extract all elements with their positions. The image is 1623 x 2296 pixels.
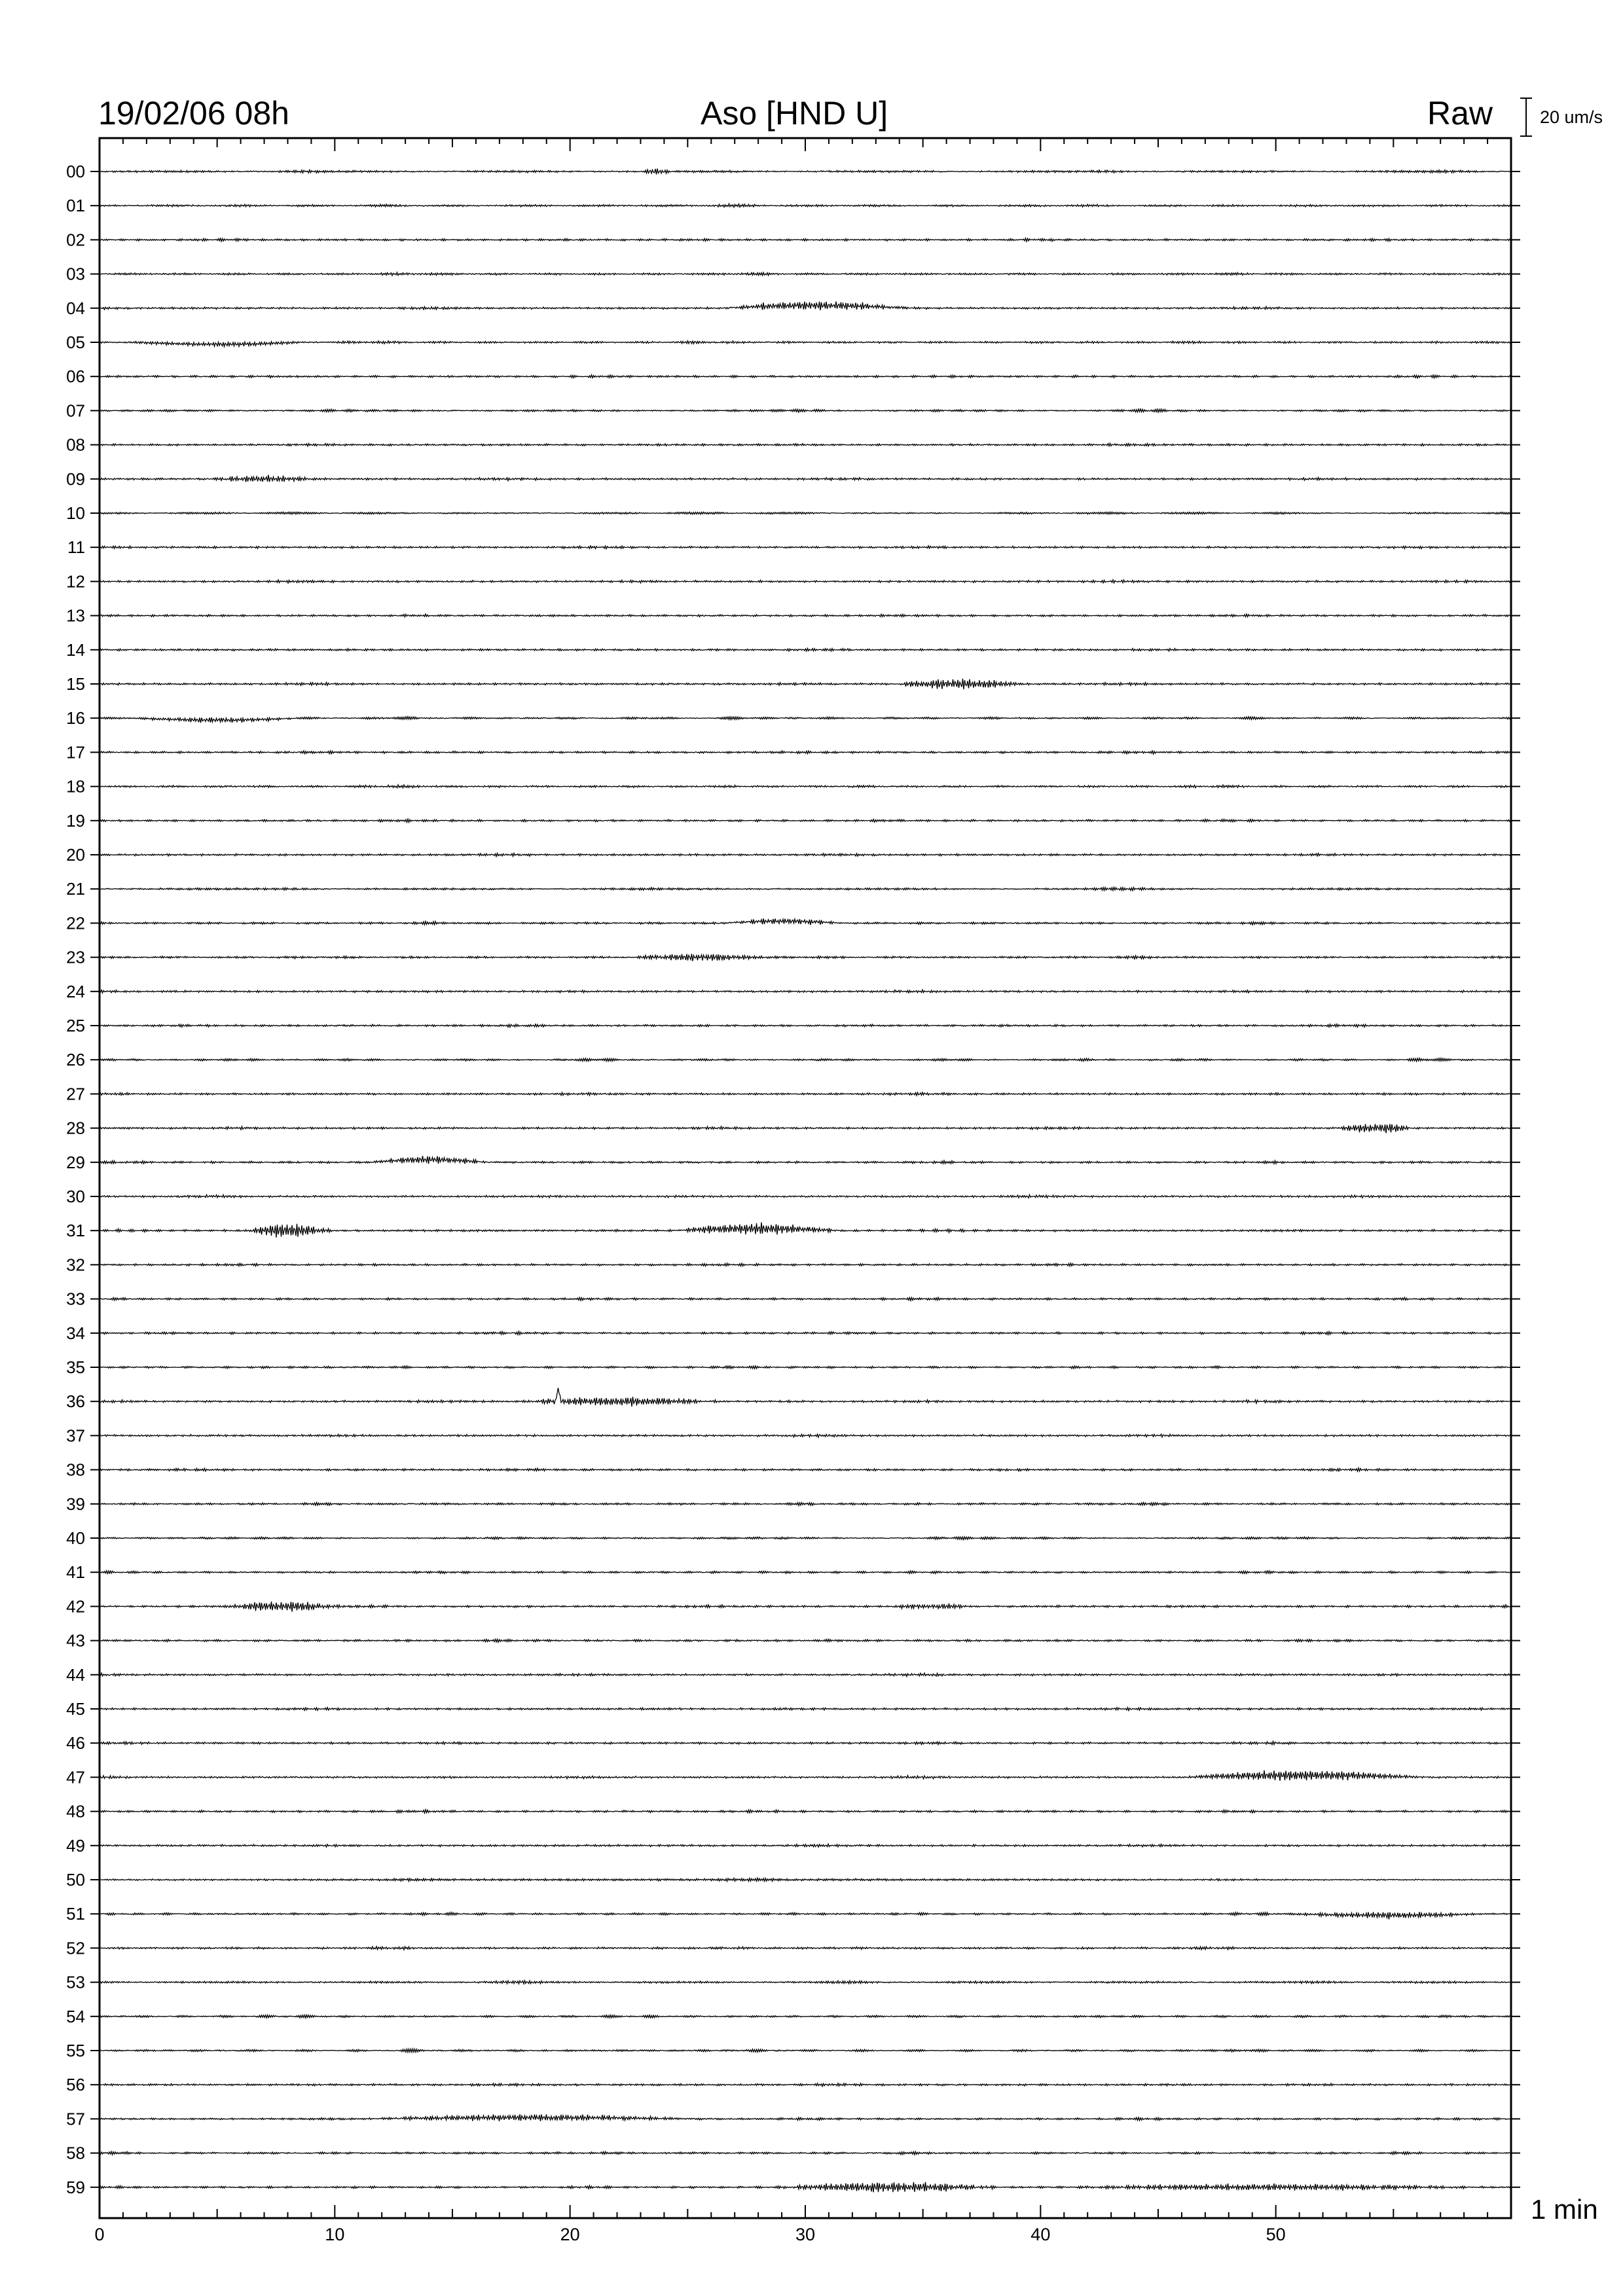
row-label: 15 [66, 674, 85, 694]
mode-label: Raw [1427, 95, 1493, 132]
trace-43 [100, 1639, 1511, 1642]
trace-52 [100, 1946, 1511, 1950]
trace-19 [100, 819, 1511, 822]
row-label: 40 [66, 1528, 85, 1548]
row-label: 28 [66, 1118, 85, 1138]
row-label: 21 [66, 879, 85, 899]
trace-45 [100, 1708, 1511, 1711]
trace-27 [100, 1092, 1511, 1096]
trace-33 [100, 1297, 1511, 1300]
trace-50 [100, 1878, 1511, 1881]
trace-30 [100, 1194, 1511, 1198]
trace-17 [100, 751, 1511, 754]
row-label: 12 [66, 571, 85, 592]
row-label: 00 [66, 162, 85, 181]
row-label: 20 [66, 845, 85, 865]
row-label: 44 [66, 1664, 85, 1685]
trace-23 [100, 954, 1511, 961]
row-label: 08 [66, 435, 85, 455]
trace-22 [100, 918, 1511, 925]
row-label: 03 [66, 264, 85, 284]
trace-34 [100, 1331, 1511, 1335]
row-label: 58 [66, 2143, 85, 2163]
plot-frame [100, 138, 1511, 2218]
trace-25 [100, 1024, 1511, 1028]
trace-55 [100, 2049, 1511, 2052]
trace-38 [100, 1468, 1511, 1471]
trace-40 [100, 1537, 1511, 1540]
trace-42 [100, 1602, 1511, 1612]
row-label: 19 [66, 810, 85, 831]
trace-39 [100, 1503, 1511, 1506]
trace-28 [100, 1124, 1511, 1133]
row-label: 23 [66, 947, 85, 967]
trace-02 [100, 238, 1511, 242]
row-label: 45 [66, 1699, 85, 1719]
row-label: 48 [66, 1801, 85, 1821]
row-label: 18 [66, 776, 85, 797]
row-label: 42 [66, 1596, 85, 1617]
trace-53 [100, 1981, 1511, 1984]
row-label: 39 [66, 1494, 85, 1514]
row-label: 46 [66, 1733, 85, 1753]
trace-58 [100, 2151, 1511, 2155]
row-label: 53 [66, 1972, 85, 1992]
row-label: 17 [66, 742, 85, 762]
row-label: 56 [66, 2075, 85, 2095]
trace-29 [100, 1156, 1511, 1164]
trace-10 [100, 512, 1511, 514]
trace-24 [100, 990, 1511, 993]
trace-15 [100, 679, 1511, 689]
row-label: 10 [66, 503, 85, 523]
trace-20 [100, 853, 1511, 857]
row-label: 43 [66, 1630, 85, 1651]
row-label: 32 [66, 1255, 85, 1275]
x-tick-label: 30 [795, 2225, 816, 2244]
trace-59 [100, 2182, 1511, 2193]
row-label: 14 [66, 639, 85, 660]
trace-44 [100, 1673, 1511, 1676]
row-label: 52 [66, 1938, 85, 1958]
row-label: 25 [66, 1016, 85, 1035]
x-tick-label: 10 [325, 2225, 345, 2244]
trace-06 [100, 375, 1511, 378]
row-label: 35 [66, 1357, 85, 1377]
row-label: 31 [66, 1221, 85, 1241]
trace-21 [100, 888, 1511, 891]
row-label: 05 [66, 332, 85, 352]
row-label: 16 [66, 708, 85, 728]
trace-12 [100, 580, 1511, 583]
row-label: 51 [66, 1904, 85, 1924]
row-label: 27 [66, 1084, 85, 1104]
trace-56 [100, 2083, 1511, 2087]
row-label: 41 [66, 1562, 85, 1583]
row-label: 26 [66, 1050, 85, 1070]
station-title: Aso [HND U] [701, 95, 888, 132]
row-label: 37 [66, 1426, 85, 1446]
trace-08 [100, 443, 1511, 446]
row-label: 50 [66, 1870, 85, 1890]
trace-03 [100, 272, 1511, 276]
row-label: 13 [66, 605, 85, 626]
trace-48 [100, 1810, 1511, 1813]
trace-54 [100, 2015, 1511, 2018]
trace-04 [100, 302, 1511, 310]
trace-09 [100, 475, 1511, 482]
trace-05 [100, 341, 1511, 347]
trace-07 [100, 409, 1511, 412]
trace-14 [100, 649, 1511, 651]
row-label: 57 [66, 2109, 85, 2129]
row-label: 30 [66, 1187, 85, 1206]
trace-37 [100, 1434, 1511, 1437]
row-label: 22 [66, 913, 85, 933]
row-label: 47 [66, 1767, 85, 1787]
x-tick-label: 20 [560, 2225, 580, 2244]
row-label: 06 [66, 367, 85, 387]
trace-18 [100, 785, 1511, 788]
trace-36 [100, 1388, 1511, 1407]
amplitude-scale-bar [1520, 98, 1532, 136]
scale-label: 20 um/s [1540, 107, 1603, 127]
trace-41 [100, 1571, 1511, 1574]
row-label: 38 [66, 1460, 85, 1480]
trace-32 [100, 1263, 1511, 1266]
x-tick-label: 40 [1030, 2225, 1051, 2244]
trace-00 [100, 169, 1511, 175]
trace-57 [100, 2114, 1511, 2121]
row-label: 34 [66, 1323, 85, 1343]
row-label: 33 [66, 1289, 85, 1309]
trace-11 [100, 546, 1511, 549]
trace-47 [100, 1770, 1511, 1781]
row-label: 24 [66, 981, 85, 1001]
trace-01 [100, 204, 1511, 207]
trace-13 [100, 614, 1511, 617]
x-tick-label: 50 [1266, 2225, 1286, 2244]
row-label: 29 [66, 1152, 85, 1172]
row-label: 59 [66, 2177, 85, 2197]
trace-26 [100, 1058, 1511, 1062]
row-label: 49 [66, 1835, 85, 1856]
row-label: 55 [66, 2041, 85, 2060]
trace-31 [100, 1223, 1511, 1238]
row-label: 36 [66, 1391, 85, 1412]
trace-51 [100, 1912, 1511, 1919]
row-label: 07 [66, 401, 85, 421]
x-tick-label: 0 [94, 2225, 105, 2244]
row-label: 02 [66, 230, 85, 250]
date-label: 19/02/06 08h [98, 95, 289, 132]
trace-rows [66, 162, 1520, 2197]
row-label: 04 [66, 298, 85, 318]
trace-35 [100, 1366, 1511, 1369]
trace-16 [100, 717, 1511, 723]
x-unit-label: 1 min [1531, 2194, 1598, 2225]
row-label: 11 [67, 537, 85, 558]
row-label: 54 [66, 2006, 85, 2026]
trace-46 [100, 1741, 1511, 1744]
row-label: 09 [66, 469, 85, 489]
row-label: 01 [66, 196, 85, 216]
time-ticks [94, 138, 1511, 2244]
trace-49 [100, 1844, 1511, 1847]
